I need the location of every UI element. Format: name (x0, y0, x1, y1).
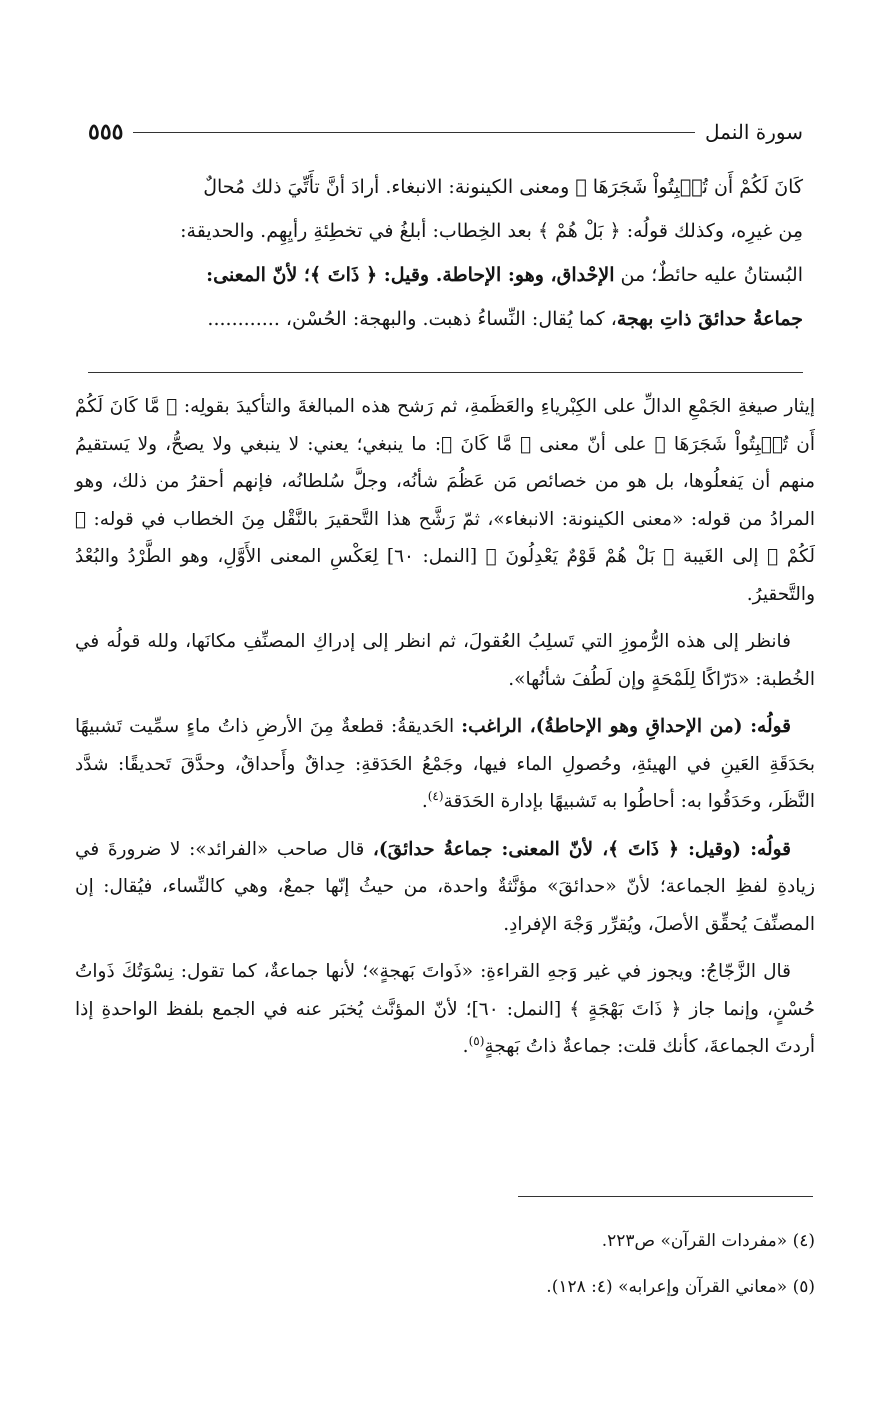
surah-title: سورة النمل (705, 120, 803, 144)
main-text-line: كَانَ لَكُمْ أَن تُنۢبِتُواْ شَجَرَهَا ﴾ ومعنى الكينونة: الانبغاء. أرادَ أنَّ تأَتِّيَ ذلك مُحالٌ (203, 176, 803, 198)
header-rule (133, 132, 695, 133)
footnotes (75, 1218, 815, 1310)
commentary-paragraph: إيثار صيغةِ الجَمْعِ الدالِّ على الكِبْرياءِ والعَظَمةِ، ثم رَشح هذه المبالغةَ والتأكيدَ بقولِه: ﴿ مَّا كَانَ لَكُمْ أَن تُنۢبِتُواْ شَجَرَهَا ﴾ على أنّ معنى ﴿ مَّا كَانَ ﴾: ما ينبغي؛ يعني: لا ينبغي ولا يصحُّ، ولا يَستقيمُ منهم أن يَفعلُوها، بل هو من خصائص مَن عَظُمَ شأنُه، وجلَّ سُلطانُه، فإنهم أحقرُ من ذلك، وهو المرادُ من قوله: «معنى الكينونة: الانبغاء»، ثمّ رَشَّح هذا التَّحقيرَ بالنَّقْل مِنَ الخطاب في قوله: ﴿ لَكُمْ ﴾ إلى الغَيبة ﴿ بَلْ هُمْ قَوْمٌ يَعْدِلُونَ ﴾ [النمل: ٦٠] لِعَكْسِ المعنى الأَوَّلِ، وهو الطَّرْدُ والبُعْدُ والتَّحقيرُ. (75, 396, 815, 605)
commentary-body: قال الزَّجّاجُ: ويجوز في غير وَجهِ القراءةِ: «ذَواتَ بَهجةٍ»؛ لأنها جماعةٌ، كما تقول: نِسْوَتُكَ ذَواتُ حُسْنٍ، وإنما جاز ﴿ ذَاتَ بَهْجَةٍ ﴾ [النمل: ٦٠]؛ لأنّ المؤنَّث يُخبَر عنه في الجمع بلفظ الواحدةِ إذا أردتَ الجماعةَ، كأنك قلت: جماعةٌ ذاتُ بَهجةٍ (75, 961, 815, 1057)
commentary-lemma: قولُه: (من الإحداقِ وهو الإحاطةُ)، الراغب: (461, 716, 791, 737)
commentary-paragraph: قال الزَّجّاجُ: ويجوز في غير وَجهِ القراءةِ: «ذَواتَ بَهجةٍ»؛ لأنها جماعةٌ، كما تقول: نِسْوَتُكَ ذَواتُ حُسْنٍ، وإنما جاز ﴿ ذَاتَ بَهْجَةٍ ﴾ [النمل: ٦٠]؛ لأنّ المؤنَّث يُخبَر عنه في الجمع بلفظ الواحدةِ إذا أردتَ الجماعةَ، كأنك قلت: جماعةٌ ذاتُ بَهجةٍ$^{(٥)}$. (75, 961, 815, 1057)
main-text-bold: الإحْداق، وهو: الإحاطة. وقيل: ﴿ ذَاتَ ﴾؛ لأنّ المعنى: (206, 264, 615, 286)
commentary-paragraph (75, 831, 815, 944)
footnote-ref: (٤) (427, 788, 444, 803)
page-header (88, 112, 803, 152)
commentary-body: قال صاحب «الفرائد»: لا ضرورةَ في زيادةِ لفظِ الجماعة؛ لأنّ «حدائقَ» مؤنَّثةٌ واحدة، من حيثُ إنّها جمعٌ، وهي كالنِّساء، فيُقال: إن المصنِّفَ يُحقِّق الأصلَ، ويُقرِّر وَجْهَ الإفرادِ. (75, 838, 815, 935)
main-text-line (88, 253, 803, 297)
main-commentary-separator (88, 372, 803, 373)
main-text-fragment: البُستانُ عليه حائطٌ؛ من (614, 264, 803, 286)
main-text (88, 165, 803, 341)
commentary-paragraph: فانظر إلى هذه الرُّموزِ التي تَسلِبُ العُقولَ، ثم انظر إلى إدراكِ المصنِّفِ مكانَها، ولله قولُه في الخُطبة: «دَرّاكًا لِلَمْحَةٍ وإن لَطُفَ شأنُها». (75, 631, 815, 690)
commentary-lemma: قولُه: (وقيل: ﴿ ذَاتَ ﴾، لأنّ المعنى: جماعةُ حدائقَ)، (372, 838, 791, 860)
main-text-fragment: ، كما يُقال: النِّساءُ ذهبت. والبهجة: الحُسْن، ............ (207, 308, 617, 330)
page-number: ٥٥٥ (88, 119, 124, 145)
footnote-ref: (٥) (468, 1033, 485, 1048)
main-text-bold: جماعةُ حدائقَ ذاتِ بهجة (616, 308, 803, 330)
footnote: (٥) «معاني القرآن وإعرابه» (٤: ١٢٨). (546, 1277, 815, 1297)
main-text-line: مِن غيرِه، وكذلك قولُه: ﴿ بَلْ هُمْ ﴾ بعد الخِطاب: أبلغُ في تخطِئةِ رأيِهِم. والحديقة: (180, 220, 803, 242)
footnote-rule (518, 1196, 813, 1197)
commentary-body: الحَديقةُ: قطعةٌ مِنَ الأرضِ ذاتُ ماءٍ سمِّيت تَشبيهًا بحَدَقَةِ العَينِ في الهيئةِ، وحُصولِ الماء فيها، وجَمْعُ الحَدَقةِ: حِداقٌ وأَحداقٌ، وحدَّقَ تَحديقًا: شدَّد النَّظَر، وحَدَقُوا به: أحاطُوا به تَشبيهًا بإدارة الحَدَقة (75, 716, 815, 812)
commentary (75, 388, 815, 1076)
footnote: (٤) «مفردات القرآن» ص٢٢٣. (601, 1231, 815, 1251)
main-text-line (88, 297, 803, 341)
commentary-paragraph: قولُه: (من الإحداقِ وهو الإحاطةُ)، الراغب: الحَديقةُ: قطعةٌ مِنَ الأرضِ ذاتُ ماءٍ سمِّيت تَشبيهًا بحَدَقَةِ العَينِ في الهيئةِ، وحُصولِ الماء فيها، وجَمْعُ الحَدَقةِ: حِداقٌ وأَحداقٌ، وحدَّقَ تَحديقًا: شدَّد النَّظَر، وحَدَقُوا به: أحاطُوا به تَشبيهًا بإدارة الحَدَقة$^{(٤)}$. (75, 716, 815, 812)
